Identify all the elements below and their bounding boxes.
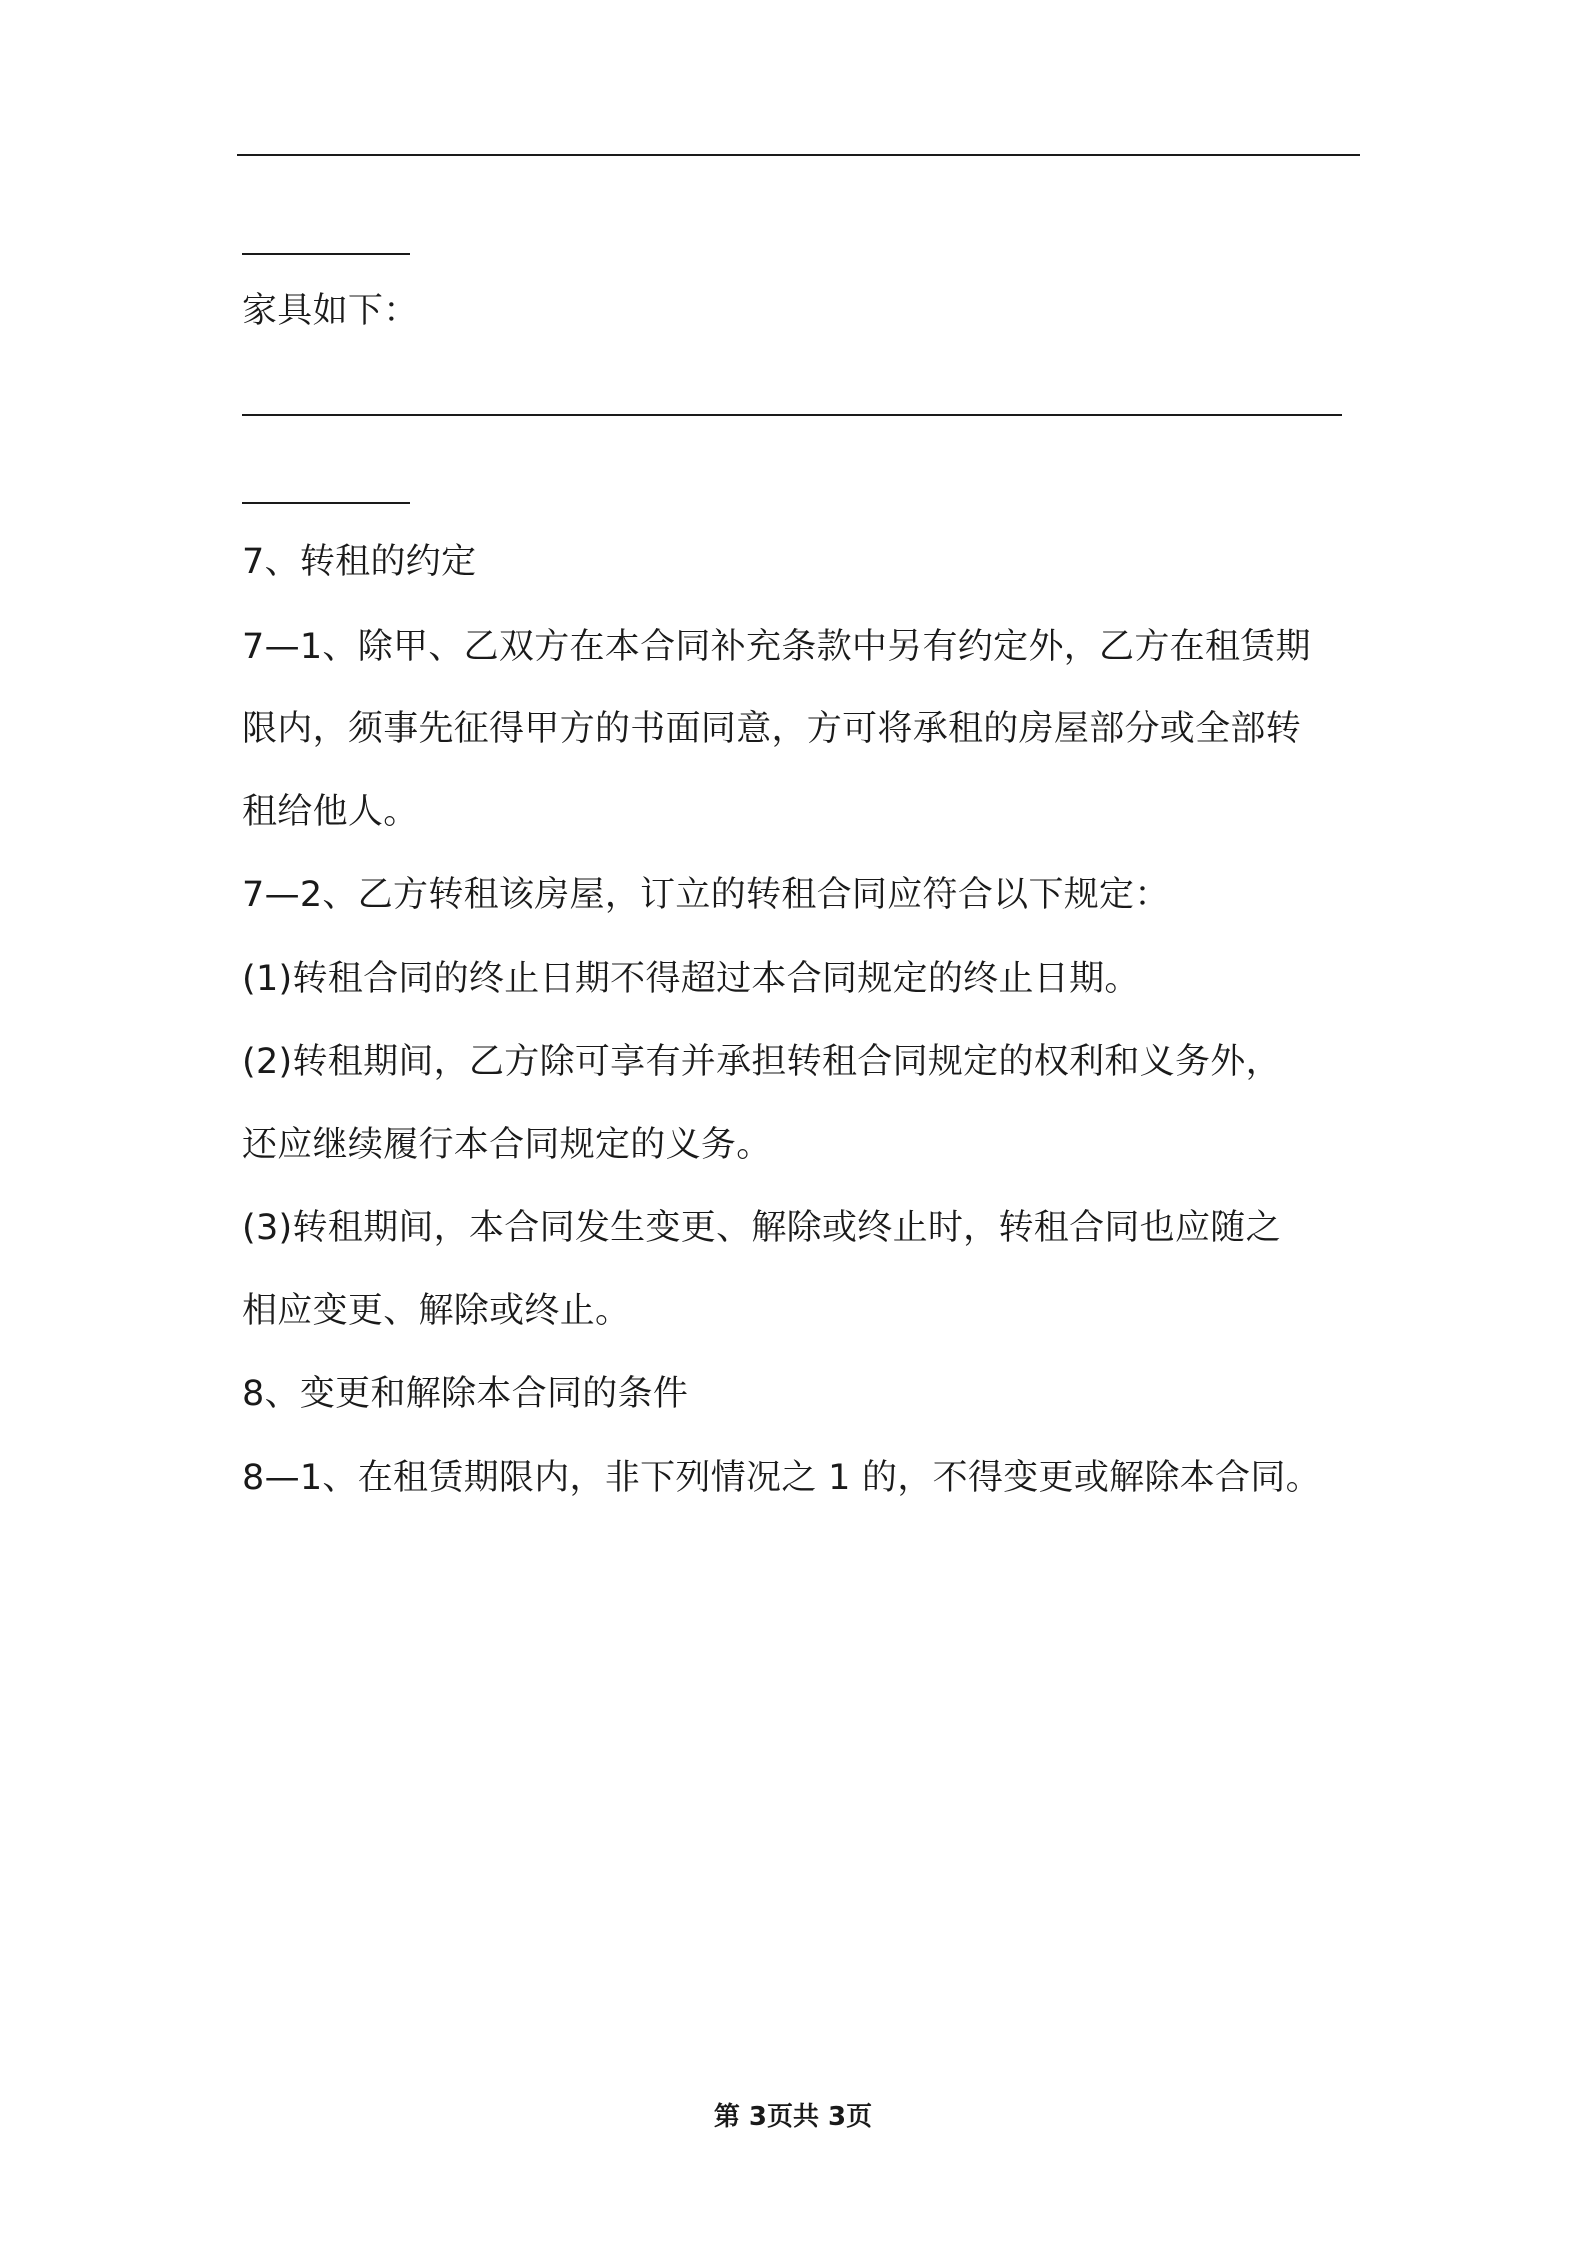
clause-7-2-item-2-line-2: 还应继续履行本合同规定的义务。 (242, 1125, 772, 1165)
fill-in-blank (242, 414, 1342, 416)
fill-in-blank (242, 253, 410, 255)
clause-7-2-item-3-line-2: 相应变更、解除或终止。 (242, 1291, 631, 1331)
clause-7-1-line-1: 7—1、除甲、乙双方在本合同补充条款中另有约定外，乙方在租赁期 (242, 627, 1311, 667)
clause-7-2-item-1: (1)转租合同的终止日期不得超过本合同规定的终止日期。 (242, 959, 1140, 999)
fill-in-blank (242, 502, 410, 504)
clause-8-1: 8—1、在租赁期限内，非下列情况之 1 的，不得变更或解除本合同。 (242, 1458, 1321, 1498)
clause-7-2-item-3-line-1: (3)转租期间，本合同发生变更、解除或终止时，转租合同也应随之 (242, 1208, 1281, 1248)
top-rule (237, 154, 1360, 156)
clause-7-2: 7—2、乙方转租该房屋，订立的转租合同应符合以下规定： (242, 875, 1170, 915)
furniture-heading: 家具如下： (242, 291, 419, 331)
clause-7-2-item-2-line-1: (2)转租期间，乙方除可享有并承担转租合同规定的权利和义务外， (242, 1042, 1281, 1082)
clause-7-1-line-2: 限内，须事先征得甲方的书面同意，方可将承租的房屋部分或全部转 (242, 709, 1302, 749)
clause-7-1-line-3: 租给他人。 (242, 792, 419, 832)
page-number: 第 3页共 3页 (713, 2102, 873, 2132)
section-heading-sublease: 7、转租的约定 (242, 542, 477, 582)
section-heading-amendment: 8、变更和解除本合同的条件 (242, 1374, 689, 1414)
